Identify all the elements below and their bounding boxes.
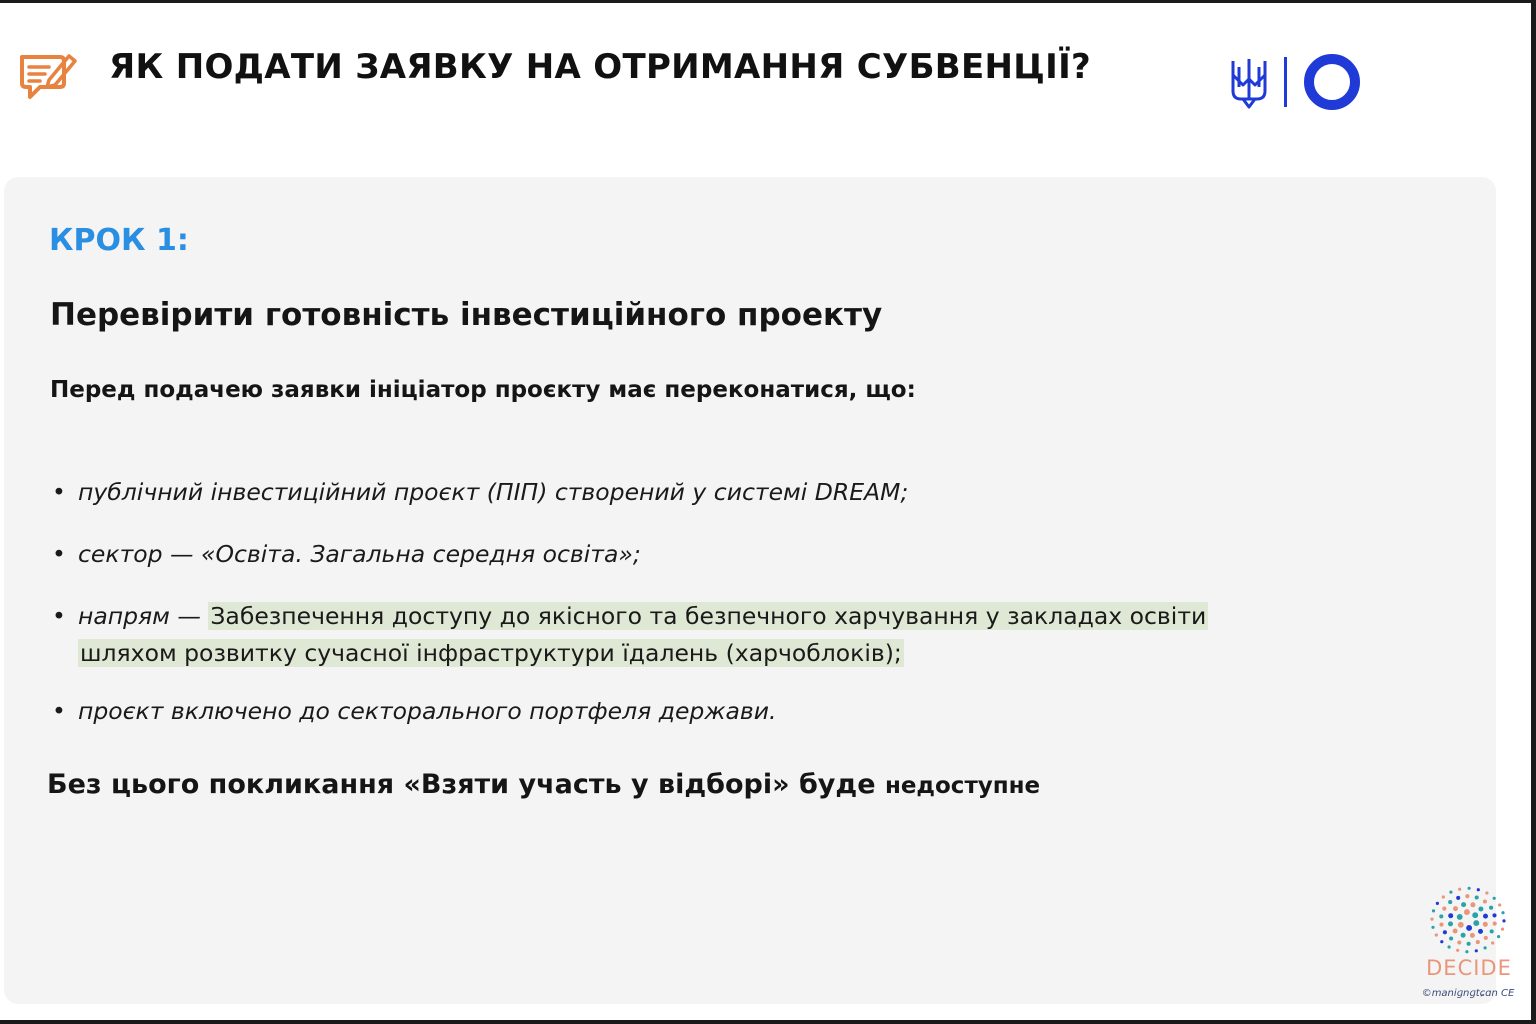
brand-dot [1430,918,1433,921]
brand-dot [1442,907,1446,911]
brand-dot [1435,933,1438,936]
brand-dot [1449,936,1453,940]
brand-dot [1470,933,1475,938]
brand-dot [1461,933,1466,938]
brand-dot [1457,940,1461,944]
brand-dot [1502,919,1505,922]
brand-dot [1465,894,1469,898]
requirements-list [52,474,1208,730]
list-item [52,536,1208,573]
bullet-icon: • [52,602,66,630]
brand-dot [1490,929,1494,933]
trident-logo-icon [1229,55,1269,109]
brand-dot [1501,911,1504,914]
brand-dot [1497,935,1500,938]
brand-dot [1468,887,1471,890]
brand-dot [1483,914,1488,919]
brand-dot [1449,891,1452,894]
edit-note-icon [16,50,78,106]
brand-dot [1456,896,1460,900]
brand-dot [1458,888,1461,891]
brand-dot [1448,900,1452,904]
brand-dot [1484,946,1487,949]
list-item [52,693,1208,730]
brand-dot [1443,930,1447,934]
brand-dot [1456,949,1459,952]
brand-dot [1467,942,1471,946]
brand-dot [1464,909,1470,915]
frame-top-border [0,0,1536,3]
list-item-text: проєкт включено до секторального портфеля держави. [78,697,777,725]
brand-dot [1472,912,1478,918]
brand-dot [1448,913,1453,918]
brand-dot [1485,891,1488,894]
logo-divider [1284,57,1287,107]
brand-tagline: ©maniɡnɡtɕɑn CE [1421,988,1515,999]
ring-logo-icon [1301,51,1363,113]
bullet-icon: • [52,697,66,725]
brand-dot [1439,914,1443,918]
brand-dot [1466,925,1472,931]
list-item [52,474,1208,511]
step-label: КРОК 1: [49,223,189,258]
brand-dot [1478,929,1483,934]
list-item-prefix: напрям — [78,602,209,630]
page-title: ЯК ПОДАТИ ЗАЯВКУ НА ОТРИМАННЯ СУБВЕНЦІЇ? [109,47,1092,87]
highlighted-direction-line-2: шляхом розвитку сучасної інфраструктури їдалень (харчоблоків); [80,639,902,667]
intro-text: Перед подачею заявки ініціатор проєкту має переконатися, що: [50,377,916,403]
highlighted-direction-line-1: Забезпечення доступу до якісного та безпечного харчування у закладах освіти [210,602,1207,630]
footnote-tail: недоступне [884,773,1041,799]
brand-dot [1448,921,1453,926]
brand-dot [1473,920,1479,926]
brand-dot [1448,945,1451,948]
brand-dot [1457,914,1463,920]
brand-dot [1484,936,1488,940]
brand-dot [1439,923,1443,927]
list-item [52,598,1208,672]
brand-dot [1475,895,1479,899]
brand-dot [1493,897,1496,900]
brand-name: DECIDE [1426,956,1512,980]
brand-dot [1476,940,1480,944]
brand-dot [1475,949,1478,952]
brand-dot [1477,888,1480,891]
brand-dot [1453,929,1458,934]
list-item-text: публічний інвестиційний проєкт (ПІП) створений у системі DREAM; [78,478,909,506]
frame-bottom-border [0,1020,1536,1024]
brand-dot [1458,922,1464,928]
brand-dot [1436,902,1439,905]
brand-dot [1491,941,1494,944]
brand-dot [1501,928,1504,931]
brand-dot [1489,906,1493,910]
brand-dot [1483,922,1488,927]
bullet-icon: • [52,478,66,506]
bullet-icon: • [52,540,66,568]
list-item-text: сектор — «Освіта. Загальна середня освіта»; [78,540,641,568]
brand-dot [1442,895,1445,898]
brand-dot [1440,940,1443,943]
footnote-main: Без цього покликання «Взяти участь у відборі» буде [47,769,876,800]
brand-dot [1461,902,1466,907]
brand-dot [1453,906,1458,911]
brand-dot [1492,913,1496,917]
brand-dot [1431,926,1434,929]
footnote [47,766,1040,805]
step-title: Перевірити готовність інвестиційного проекту [50,297,883,333]
brand-dot [1483,899,1487,903]
brand-dot [1478,907,1483,912]
brand-dot [1493,922,1497,926]
frame-right-border [1531,0,1536,1024]
brand-dot [1470,902,1475,907]
brand-dot [1432,909,1435,912]
brand-dot [1498,903,1501,906]
decide-dots-logo-icon [1425,880,1511,958]
